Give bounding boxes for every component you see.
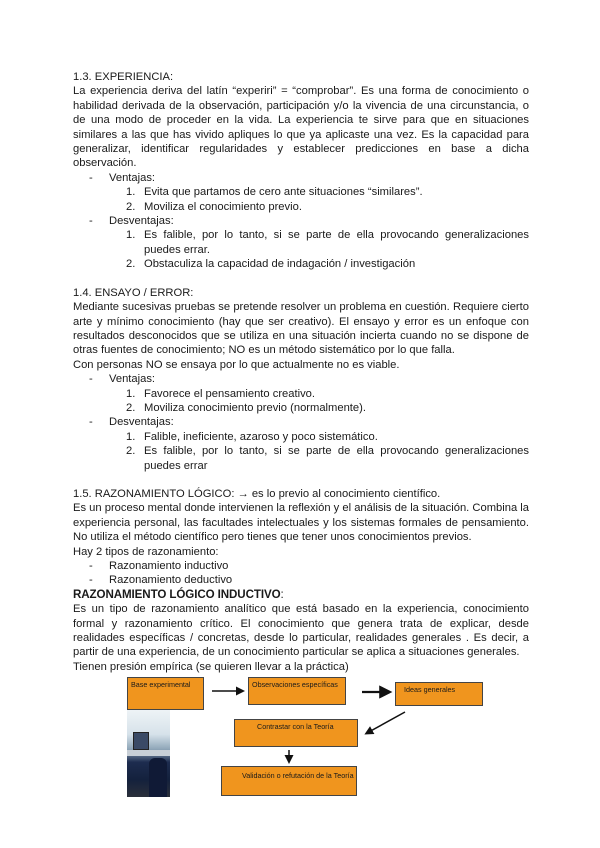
desventajas-label: Desventajas:	[109, 215, 174, 228]
diagram-box-contrastar: Contrastar con la Teoría	[234, 719, 358, 747]
section-heading-ensayo: 1.4. ENSAYO / ERROR:	[73, 286, 194, 299]
razonamiento-paragraph: Es un proceso mental donde intervienen la reflexión y el análisis de la situación. Combina la experiencia personal, las facultades intelectuales y los sistemas formales de pensamiento. No utiliza el método científico pero tienes que tener unos conocimientos previos.	[73, 502, 529, 544]
razonamiento-types-intro: Hay 2 tipos de razonamiento:	[73, 545, 219, 558]
office-photo	[127, 710, 170, 797]
arrow-ideas-to-contrastar	[367, 712, 405, 733]
section-heading-experiencia: 1.3. EXPERIENCIA:	[73, 71, 174, 83]
list-item: - Razonamiento inductivo	[89, 560, 229, 572]
list-item: 1. Favorece el pensamiento creativo.	[126, 387, 316, 400]
document-page	[73, 70, 529, 674]
experiencia-ventajas-list	[73, 185, 529, 214]
list-item: - Desventajas:	[89, 416, 174, 429]
list-item: - Ventajas:	[89, 171, 156, 184]
razonamiento-types-list	[73, 559, 529, 588]
list-item-text: Razonamiento deductivo	[109, 574, 233, 587]
list-item: 2. Moviliza el conocimiento previo.	[126, 200, 302, 213]
desk-shape	[127, 750, 170, 756]
experiencia-desventajas-list	[73, 228, 529, 271]
section-heading-razonamiento: 1.5. RAZONAMIENTO LÓGICO: → es lo previo al conocimiento científico.	[73, 487, 441, 500]
list-item: - Ventajas:	[89, 373, 156, 386]
list-item-text: Es falible, por lo tanto, si se parte de ella provocando generalizaciones puedes errar	[144, 445, 529, 472]
list-item: 2. Obstaculiza la capacidad de indagación / investigación	[126, 258, 416, 271]
list-item-text: Evita que partamos de cero ante situaciones “similares”.	[144, 186, 423, 199]
list-item-text: Razonamiento inductivo	[109, 560, 229, 572]
list-item: - Desventajas:	[89, 215, 174, 228]
ensayo-paragraph-2: Con personas NO se ensaya por lo que actualmente no es viable.	[73, 358, 400, 371]
list-item-text: Obstaculiza la capacidad de indagación / investigación	[144, 258, 416, 271]
list-item: - Razonamiento deductivo	[89, 574, 233, 587]
ensayo-desventajas-list	[73, 430, 529, 473]
experiencia-list-2	[73, 214, 529, 228]
list-item-text: Es falible, por lo tanto, si se parte de ella provocando generalizaciones puedes errar.	[144, 229, 529, 256]
diagram-box-validacion: Validación o refutación de la Teoría	[221, 766, 357, 796]
list-item: 1. Es falible, por lo tanto, si se parte de ella provocando generalizaciones puedes errar.	[126, 229, 529, 256]
experiencia-paragraph: La experiencia deriva del latín “experiri” = “comprobar”. Es una forma de conocimiento o habilidad derivada de la observación, participación y/o la vivencia de una circunstancia, o de una modo de proceder en la vida. La experiencia te sirve para que en situaciones similares a las que has vivido apliques lo que ya aplicaste una vez. Es la capacidad para generalizar, identificar regularidades y establecer predicciones en base a dicha observación.	[73, 85, 529, 170]
list-item: 1. Falible, ineficiente, azaroso y poco sistemático.	[126, 430, 378, 443]
list-item-text: Falible, ineficiente, azaroso y poco sistemático.	[144, 430, 378, 443]
ensayo-list	[73, 372, 529, 386]
monitor-shape	[133, 732, 149, 750]
ensayo-list-2	[73, 415, 529, 429]
list-item: 2. Es falible, por lo tanto, si se parte de ella provocando generalizaciones puedes errar	[126, 445, 529, 472]
list-item: 2. Moviliza conocimiento previo (normalmente).	[126, 401, 366, 414]
ensayo-paragraph: Mediante sucesivas pruebas se pretende resolver un problema en cuestión. Requiere cierto arte y mínimo conocimiento (hay que ser creativo). El ensayo y error es un enfoque con resultados desconocidos que se utiliza en una situación incierta cuando no se dispone de otras fuentes de conocimiento; NO es un método sistemático por lo que falla.	[73, 301, 529, 357]
inductivo-paragraph: Es un tipo de razonamiento analítico que está basado en la experiencia, conocimiento formal y razonamiento crítico. El conocimiento que genera trata de explicar, desde realidades específicas / concretas, desde lo particular, realidades generales . Es decir, a partir de una experiencia, de un conocimiento particular se aplica a situaciones generales.	[73, 603, 529, 659]
list-item: 1. Evita que partamos de cero ante situaciones “similares”.	[126, 186, 423, 199]
diagram-box-base-experimental: Base experimental	[127, 677, 204, 710]
inductivo-title	[73, 588, 529, 602]
list-item-text: Favorece el pensamiento creativo.	[144, 387, 316, 400]
inductivo-title-text: RAZONAMIENTO LÓGICO INDUCTIVO	[73, 587, 281, 601]
ventajas-label: Ventajas:	[109, 171, 156, 184]
list-item-text: Moviliza conocimiento previo (normalmente).	[144, 401, 366, 414]
inductivo-paragraph-2: Tienen presión empírica (se quieren llevar a la práctica)	[73, 660, 349, 673]
spacer	[73, 473, 529, 487]
person-shape	[149, 758, 167, 797]
desventajas-label: Desventajas:	[109, 416, 174, 429]
experiencia-list	[73, 171, 529, 185]
inductivo-title-suffix: :	[280, 587, 284, 601]
list-item-text: Moviliza el conocimiento previo.	[144, 200, 302, 213]
ensayo-ventajas-list	[73, 387, 529, 416]
diagram-box-ideas-generales: Ideas generales	[395, 682, 483, 706]
diagram-box-observaciones: Observaciones específicas	[248, 677, 346, 705]
ventajas-label: Ventajas:	[109, 373, 156, 386]
spacer	[73, 272, 529, 286]
